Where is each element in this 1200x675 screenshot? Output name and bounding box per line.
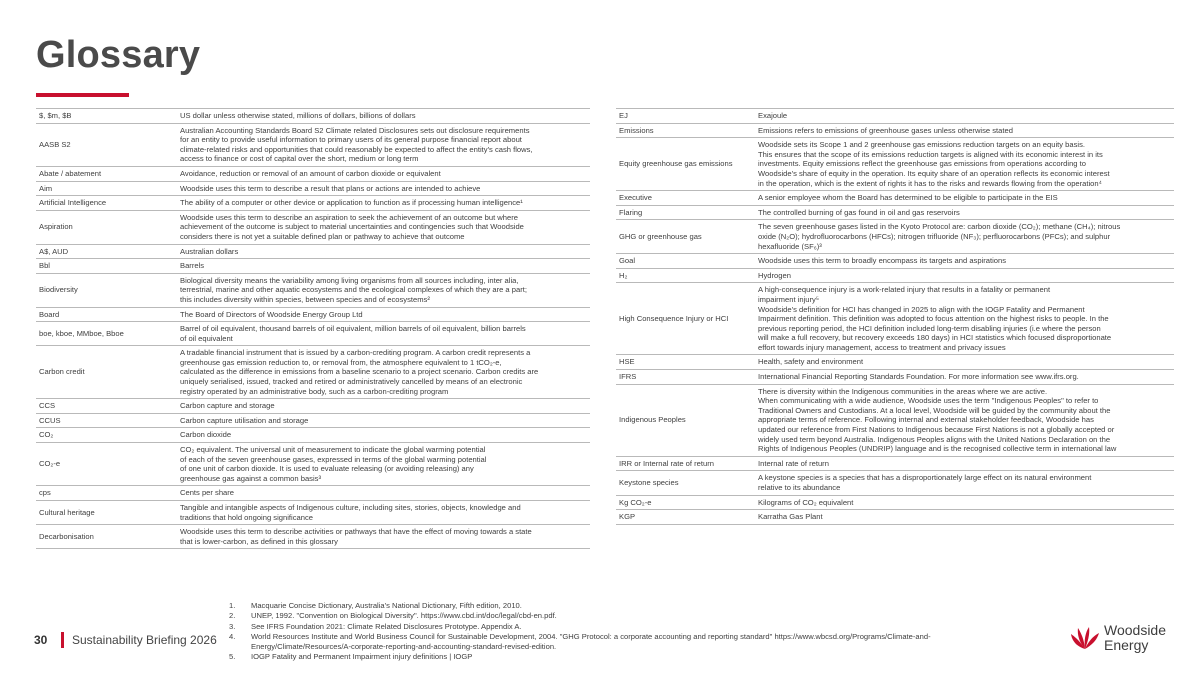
page-number: 30 [34,633,48,647]
glossary-row [616,510,1174,525]
glossary-term: Flaring [616,205,755,220]
glossary-definition: Tangible and intangible aspects of Indigenous culture, including sites, stories, objects, knowledge and traditions that hold ongoing significance [177,501,590,525]
glossary-row [36,210,590,244]
logo-line-1: Woodside [1104,622,1167,638]
glossary-table-left [36,108,590,549]
footnote-text: UNEP, 1992. "Convention on Biological Diversity". https://www.cbd.int/doc/legal/cbd-en.pdf. [251,611,557,621]
glossary-term: boe, kboe, MMboe, Bboe [36,322,177,346]
glossary-term: Executive [616,191,755,206]
glossary-row [616,355,1174,370]
footnote-text: World Resources Institute and World Business Council for Sustainable Development, 2004. "GHG Protocol: a corporate accounting and reporting standard" https://www.wbcsd.org/Programs/Climate-and- Energy/Climate/Resources/A-corporate-reporting-and-accounting-standard-revised-edition. [251,631,931,652]
glossary-row [36,166,590,181]
glossary-term: Carbon credit [36,346,177,399]
glossary-term: H₂ [616,268,755,283]
glossary-definition: Exajoule [755,109,1174,124]
footnotes-list [229,601,1039,663]
glossary-definition: Internal rate of return [755,456,1174,471]
glossary-definition: Barrels [177,259,590,274]
glossary-definition: The seven greenhouse gases listed in the Kyoto Protocol are: carbon dioxide (CO₂); methane (CH₄); nitrous oxide (N₂O); hydrofluorocarbons (HFCs); nitrogen trifluoride (NF₃); perfluorocarbons (PFCs); and sulphur hexafluoride (SF₆)³ [755,220,1174,254]
glossary-row [36,109,590,124]
glossary-term: Keystone species [616,471,755,495]
glossary-row [616,384,1174,456]
glossary-term: EJ [616,109,755,124]
glossary-definition: Barrel of oil equivalent, thousand barrels of oil equivalent, million barrels of oil equivalent, billion barrels of oil equivalent [177,322,590,346]
glossary-term: AASB S2 [36,123,177,166]
glossary-definition: The controlled burning of gas found in oil and gas reservoirs [755,205,1174,220]
glossary-definition: Cents per share [177,486,590,501]
glossary-term: KGP [616,510,755,525]
glossary-term: Cultural heritage [36,501,177,525]
glossary-term: Artificial Intelligence [36,196,177,211]
glossary-term: Equity greenhouse gas emissions [616,138,755,191]
glossary-definition: International Financial Reporting Standards Foundation. For more information see www.ifrs.org. [755,370,1174,385]
glossary-row [36,525,590,549]
glossary-definition: Carbon capture and storage [177,399,590,414]
footnote-number: 2. [229,611,236,621]
glossary-definition: Woodside uses this term to describe activities or pathways that have the effect of moving towards a state that is lower-carbon, as defined in this glossary [177,525,590,549]
glossary-term: High Consequence Injury or HCI [616,283,755,355]
glossary-definition: US dollar unless otherwise stated, millions of dollars, billions of dollars [177,109,590,124]
glossary-row [616,456,1174,471]
glossary-row [36,307,590,322]
glossary-definition: The Board of Directors of Woodside Energy Group Ltd [177,307,590,322]
glossary-row [616,254,1174,269]
glossary-row [36,181,590,196]
glossary-row [616,220,1174,254]
glossary-definition: Carbon dioxide [177,428,590,443]
glossary-term: $, $m, $B [36,109,177,124]
glossary-definition: CO₂ equivalent. The universal unit of measurement to indicate the global warming potential of each of the seven greenhouse gases, expressed in terms of the global warming potential of one unit of carbon dioxide. It is used to evaluate releasing (or avoiding releasing) any greenhouse gas against a common basis³ [177,443,590,486]
logo-line-2: Energy [1104,636,1149,653]
footnote-text: IOGP Fatality and Permanent Impairment injury definitions | IOGP [251,652,473,662]
glossary-row [616,495,1174,510]
glossary-definition: Avoidance, reduction or removal of an amount of carbon dioxide or equivalent [177,166,590,181]
woodside-logo-icon [1070,625,1100,651]
footnote-number: 1. [229,601,236,610]
glossary-definition: Health, safety and environment [755,355,1174,370]
glossary-definition: Kilograms of CO₂ equivalent [755,495,1174,510]
footnote-item [229,611,1039,621]
footnote-text: Macquarie Concise Dictionary, Australia's National Dictionary, Fifth edition, 2010. [251,601,522,610]
glossary-row [616,138,1174,191]
glossary-term: Biodiversity [36,273,177,307]
glossary-definition: Emissions refers to emissions of greenhouse gases unless otherwise stated [755,123,1174,138]
glossary-term: Kg CO₂-e [616,495,755,510]
glossary-row [36,428,590,443]
page-title: Glossary [36,34,201,76]
glossary-definition: A tradable financial instrument that is issued by a carbon-crediting program. A carbon credit represents a greenhouse gas emission reduction to, or removal from, the atmosphere equivalent to 1 tCO₂-e, calculated as the difference in emissions from a baseline scenario to a project scenario. Carbon credits are uniquely serialised, issued, tracked and retired or administratively cancelled by means of an electronic registry operated by an administrative body, such as a carbon-crediting program [177,346,590,399]
glossary-definition: Woodside uses this term to broadly encompass its targets and aspirations [755,254,1174,269]
glossary-row [36,399,590,414]
glossary-definition: Carbon capture utilisation and storage [177,413,590,428]
glossary-term: IFRS [616,370,755,385]
footer-separator [61,632,64,648]
glossary-definition: Woodside uses this term to describe a result that plans or actions are intended to achieve [177,181,590,196]
glossary-row [616,205,1174,220]
glossary-row [36,346,590,399]
glossary-table-right [616,108,1174,525]
glossary-definition: There is diversity within the Indigenous communities in the areas where we are active. When communicating with a wide audience, Woodside uses the term "Indigenous Peoples" to refer to Traditional Owners and Custodians. At a local level, Woodside will be guided by the community about the appropriate terms of reference. Following internal and external stakeholder feedback, Woodside has updated our reference from First Nations to Indigenous because First Nations is not a globally accepted or widely used term beyond Australia. Indigenous Peoples aligns with the United Nations Declaration on the Rights of Indigenous Peoples (UNDRIP) language and is the recognised collective term in international law [755,384,1174,456]
footnote-item [229,622,1039,632]
glossary-term: Board [36,307,177,322]
glossary-row [616,370,1174,385]
glossary-term: CCS [36,399,177,414]
glossary-row [36,413,590,428]
title-underline [36,93,129,97]
glossary-row [616,268,1174,283]
glossary-definition: Woodside sets its Scope 1 and 2 greenhouse gas emissions reduction targets on an equity basis. This ensures that the scope of its emissions reduction targets is aligned with its economic interest in its investments. Equity emissions reflect the greenhouse gas emissions from operations according to Woodside's share of equity in the operation. Its equity share of an operation reflects its economic interest in the operation, which is the extent of rights it has to the risks and rewards flowing from the operation⁴ [755,138,1174,191]
glossary-definition: Woodside uses this term to describe an aspiration to seek the achievement of an outcome but where achievement of the outcome is subject to material uncertainties and contingencies such that Woodside considers there is not yet a suitable defined plan or pathway to achieve that outcome [177,210,590,244]
footnote-item [229,632,1039,653]
footnote-text: See IFRS Foundation 2021: Climate Related Disclosures Prototype. Appendix A. [251,621,522,631]
footnote-number: 3. [229,621,236,631]
glossary-row [36,486,590,501]
glossary-term: Aspiration [36,210,177,244]
glossary-term: CCUS [36,413,177,428]
woodside-logo [1070,623,1180,657]
glossary-definition: Australian dollars [177,244,590,259]
glossary-term: Decarbonisation [36,525,177,549]
footnote-number: 5. [229,652,236,662]
footnote-item [229,652,1039,662]
footnote-number: 4. [229,631,236,641]
glossary-definition: Karratha Gas Plant [755,510,1174,525]
glossary-definition: A senior employee whom the Board has determined to be eligible to participate in the EIS [755,191,1174,206]
glossary-row [36,196,590,211]
footnote-item [229,601,1039,611]
glossary-definition: Hydrogen [755,268,1174,283]
glossary-definition: Biological diversity means the variability among living organisms from all sources including, inter alia, terrestrial, marine and other aquatic ecosystems and the ecological complexes of which they are a part; this includes diversity within species, between species and of ecosystems² [177,273,590,307]
glossary-definition: A keystone species is a species that has a disproportionately large effect on its natural environment relative to its abundance [755,471,1174,495]
glossary-term: Abate / abatement [36,166,177,181]
glossary-row [36,273,590,307]
glossary-row [616,191,1174,206]
glossary-term: HSE [616,355,755,370]
glossary-term: IRR or Internal rate of return [616,456,755,471]
glossary-row [616,471,1174,495]
glossary-term: Bbl [36,259,177,274]
glossary-row [36,322,590,346]
glossary-row [616,109,1174,124]
glossary-row [36,123,590,166]
glossary-term: CO₂ [36,428,177,443]
glossary-term: CO₂-e [36,443,177,486]
glossary-term: Indigenous Peoples [616,384,755,456]
glossary-term: Emissions [616,123,755,138]
glossary-row [616,283,1174,355]
glossary-term: cps [36,486,177,501]
glossary-row [36,259,590,274]
report-title: Sustainability Briefing 2026 [72,633,217,647]
glossary-term: GHG or greenhouse gas [616,220,755,254]
glossary-row [36,244,590,259]
glossary-definition: The ability of a computer or other device or application to function as if processing human intelligence¹ [177,196,590,211]
glossary-term: Goal [616,254,755,269]
glossary-definition: Australian Accounting Standards Board S2 Climate related Disclosures sets out disclosure requirements for an entity to provide useful information to primary users of its general purpose financial report about climate-related risks and opportunities that could reasonably be expected to affect the entity's cash flows, access to finance or cost of capital over the short, medium or long term [177,123,590,166]
glossary-row [616,123,1174,138]
glossary-term: Aim [36,181,177,196]
glossary-definition: A high-consequence injury is a work-related injury that results in a fatality or permanent impairment injury⁵ Woodside's definition for HCI has changed in 2025 to align with the IOGP Fatality and Permanent Impairment definition. This definition was adopted to focus attention on the highest risks to people. In the previous reporting period, the HCI definition included long-term disabling injuries (i.e where the person will make a full recovery, but recovery exceeds 180 days) in HCI statistics which focused disproportionate effort towards injury management, access to treatment and privacy issues [755,283,1174,355]
logo-wordmark [1104,623,1166,652]
glossary-row [36,501,590,525]
glossary-term: A$, AUD [36,244,177,259]
glossary-row [36,443,590,486]
